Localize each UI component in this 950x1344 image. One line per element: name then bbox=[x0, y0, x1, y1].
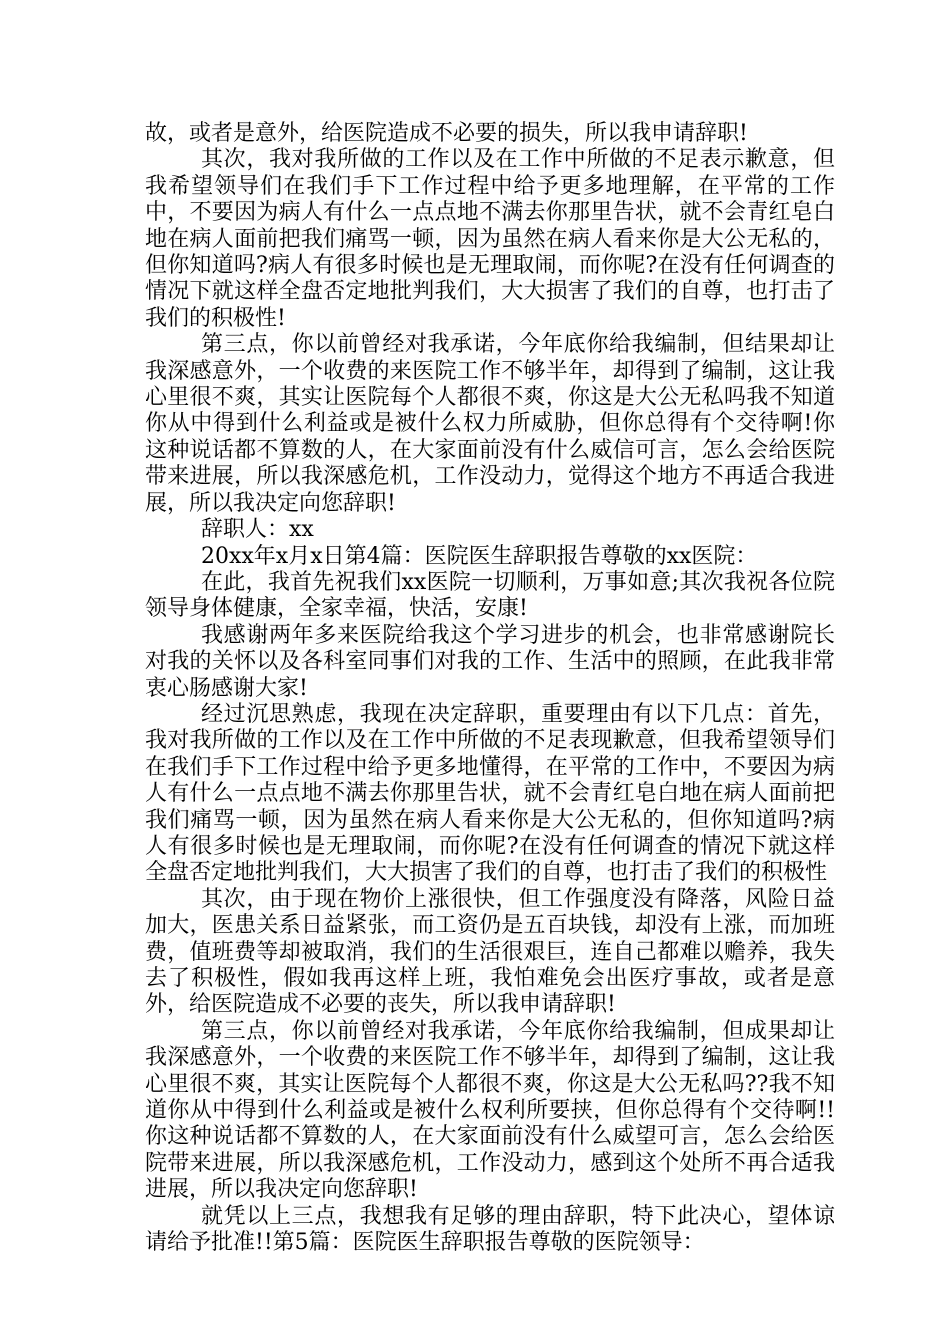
paragraph: 我感谢两年多来医院给我这个学习进步的机会，也非常感谢院长对我的关怀以及各科室同事们对我的工作、生活中的照顾，在此我非常衷心肠感谢大家! bbox=[145, 622, 835, 701]
paragraph: 在此，我首先祝我们xx医院一切顺利，万事如意;其次我祝各位院领导身体健康，全家幸福，快活，安康! bbox=[145, 569, 835, 622]
paragraph: 第三点，你以前曾经对我承诺，今年底你给我编制，但结果却让我深感意外，一个收费的来医院工作不够半年，却得到了编制，这让我心里很不爽，其实让医院每个人都很不爽，你这是大公无私吗我不知道你从中得到什么利益或是被什么权力所威胁，但你总得有个交待啊!你这种说话都不算数的人，在大家面前没有什么威信可言，怎么会给医院带来进展，所以我深感危机，工作没动力，觉得这个地方不再适合我进展，所以我决定向您辞职! bbox=[145, 332, 835, 516]
paragraph: 其次，由于现在物价上涨很快，但工作强度没有降落，风险日益加大，医患关系日益紧张，而工资仍是五百块钱，却没有上涨，而加班费，值班费等却被取消，我们的生活很艰巨，连自己都难以赡养，我失去了积极性，假如我再这样上班，我怕难免会出医疗事故，或者是意外，给医院造成不必要的丧失，所以我申请辞职! bbox=[145, 886, 835, 1018]
document-body bbox=[145, 121, 835, 1256]
paragraph: 20xx年x月x日第4篇：医院医生辞职报告尊敬的xx医院： bbox=[201, 543, 758, 569]
paragraph: 就凭以上三点，我想我有足够的理由辞职，特下此决心，望体谅请给予批准!!第5篇：医院医生辞职报告尊敬的医院领导： bbox=[145, 1203, 835, 1256]
signature-line: 辞职人：xx bbox=[201, 517, 314, 543]
paragraph: 故，或者是意外，给医院造成不必要的损失，所以我申请辞职! bbox=[145, 121, 748, 146]
paragraph: 第三点，你以前曾经对我承诺，今年底你给我编制，但成果却让我深感意外，一个收费的来医院工作不够半年，却得到了编制，这让我心里很不爽，其实让医院每个人都很不爽，你这是大公无私吗??我不知道你从中得到什么利益或是被什么权利所要挟，但你总得有个交待啊!!你这种说话都不算数的人，在大家面前没有什么威望可言，怎么会给医院带来进展，所以我深感危机，工作没动力，感到这个处所不再合适我进展，所以我决定向您辞职! bbox=[145, 1018, 835, 1203]
paragraph: 其次，我对我所做的工作以及在工作中所做的不足表示歉意，但我希望领导们在我们手下工作过程中给予更多地理解，在平常的工作中，不要因为病人有什么一点点地不满去你那里告状，就不会青红皂白地在病人面前把我们痛骂一顿，因为虽然在病人看来你是大公无私的，但你知道吗?病人有很多时候也是无理取闹，而你呢?在没有任何调查的情况下就这样全盘否定地批判我们，大大损害了我们的自尊，也打击了我们的积极性! bbox=[145, 147, 835, 331]
paragraph: 经过沉思熟虑，我现在决定辞职，重要理由有以下几点：首先，我对我所做的工作以及在工作中所做的不足表现歉意，但我希望领导们在我们手下工作过程中给予更多地懂得，在平常的工作中，不要因为病人有什么一点点地不满去你那里告状，就不会青红皂白地在病人面前把我们痛骂一顿，因为虽然在病人看来你是大公无私的，但你知道吗?病人有很多时候也是无理取闹，而你呢?在没有任何调查的情况下就这样全盘否定地批判我们，大大损害了我们的自尊，也打击了我们的积极性 bbox=[145, 701, 835, 886]
